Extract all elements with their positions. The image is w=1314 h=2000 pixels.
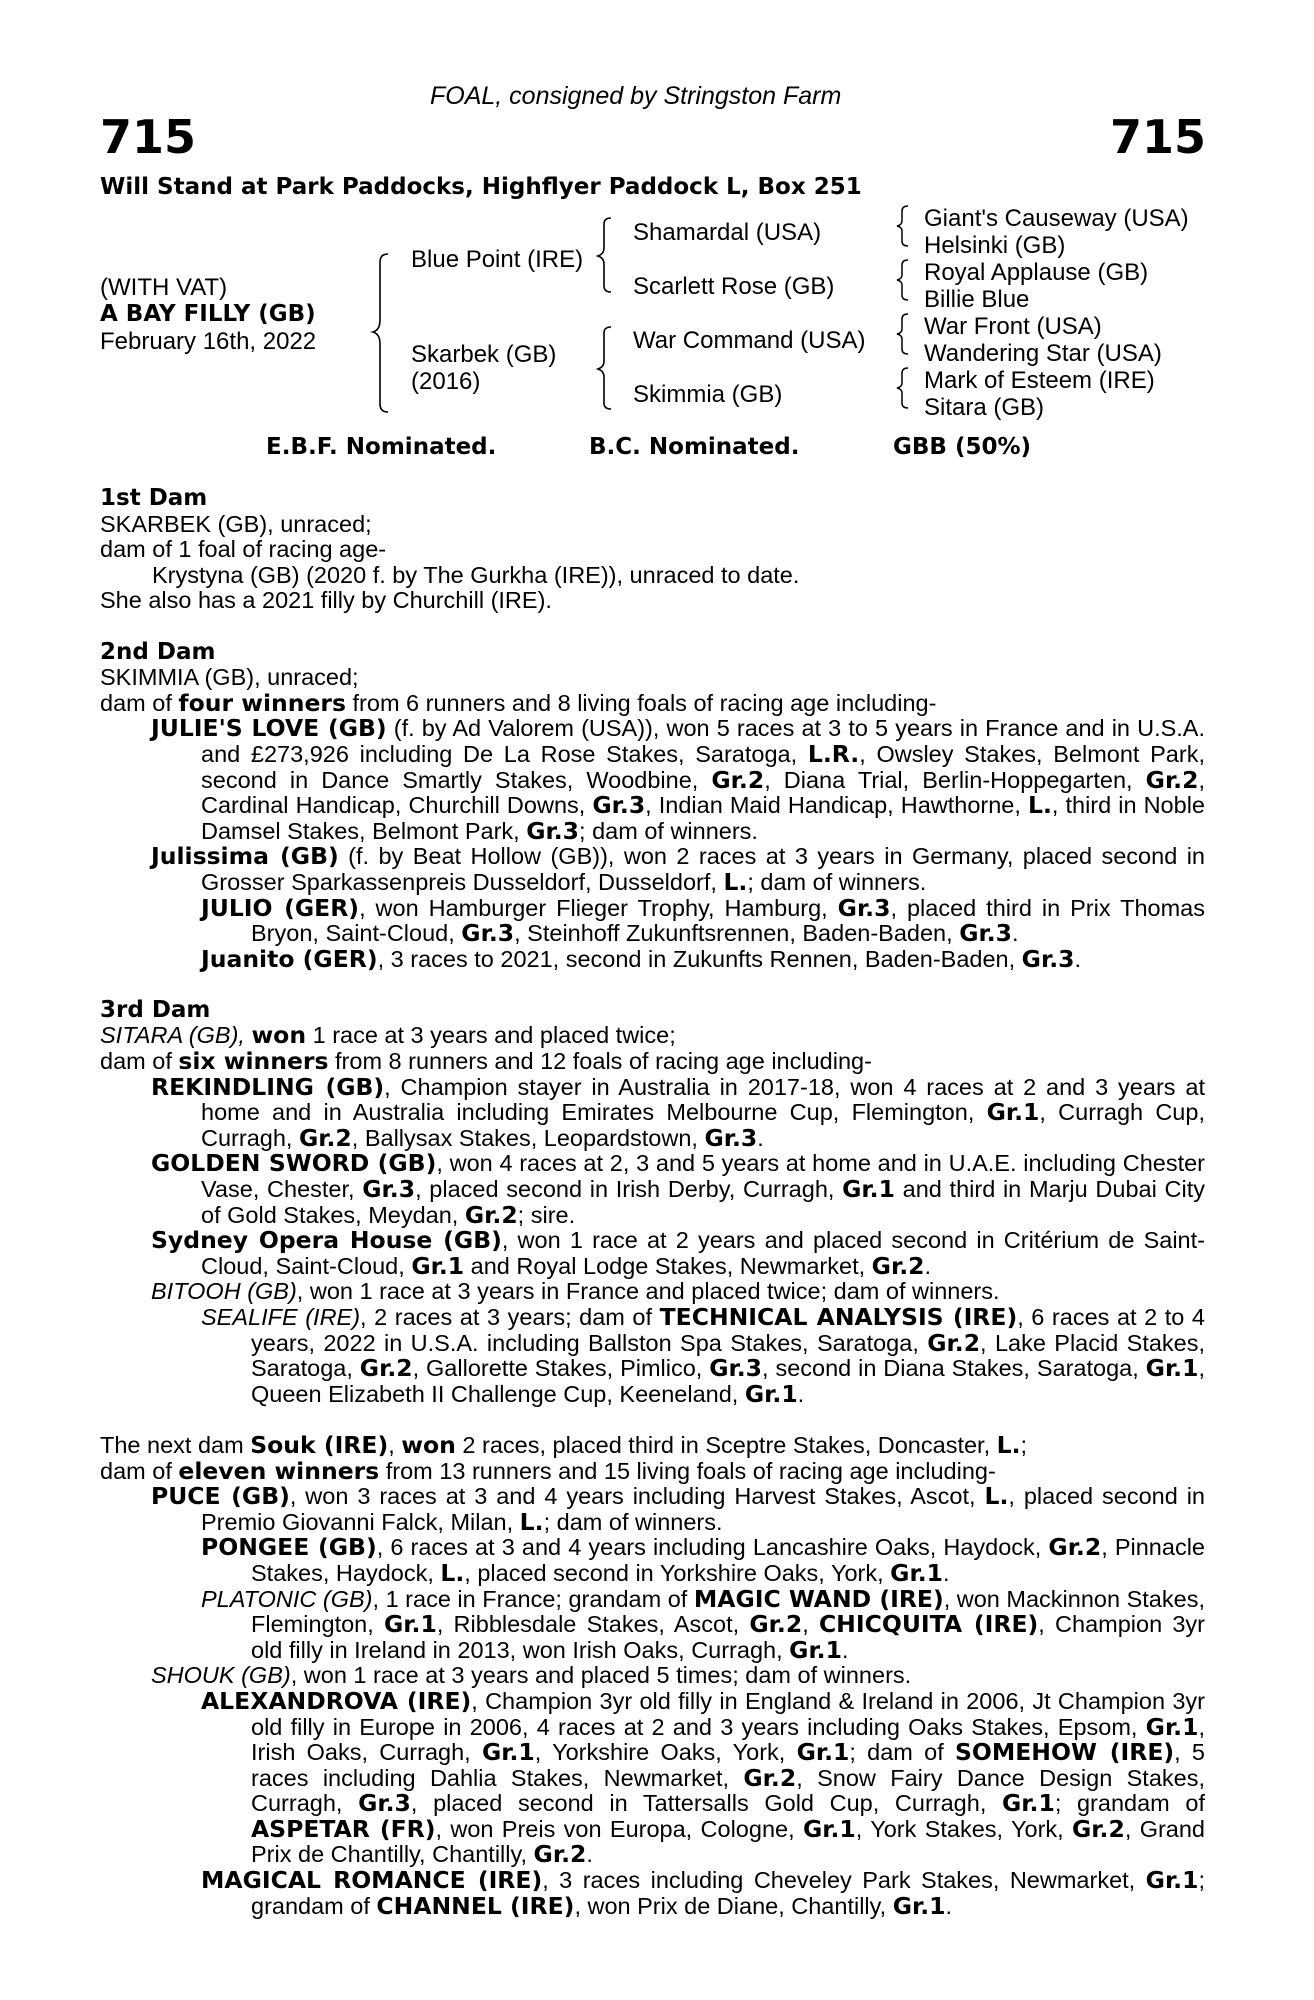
first-dam-produce-intro: dam of 1 foal of racing age- [100,536,387,563]
entry-julio: JULIO (GER), won Hamburger Flieger Trophy, Hamburg, Gr.3, placed third in Prix Thomas Bryon, Saint-Cloud, Gr.3, Steinhoff Zukunftsrennen, Baden-Baden, Gr.3. [201,893,1205,948]
dam-name: Skarbek (GB) [411,341,557,368]
first-dam-heading: 1st Dam [100,485,208,511]
gen3-7: Mark of Esteem (IRE) [924,367,1155,394]
first-dam-line: SKARBEK (GB), unraced; [100,510,372,537]
entry-julissima: Julissima (GB) (f. by Beat Hollow (GB)), won 2 races at 3 years in Germany, placed second in Grosser Sparkassenpreis Dusseldorf, Dusseldorf, L.; dam of winners. [151,842,1205,896]
second-dam-line: SKIMMIA (GB), unraced; [100,664,359,691]
gen3-3: Royal Applause (GB) [924,259,1149,286]
third-dam-produce-intro: dam of six winners from 8 runners and 12 foals of racing age including- [100,1047,872,1076]
entry-alexandrova: ALEXANDROVA (IRE), Champion 3yr old filly in England & Ireland in 2006, Jt Champion 3yr old filly in Europe in 2006, 4 races at 2 and 3 years including Oaks Stakes, Epsom, Gr.1, Irish Oaks, Curragh, Gr.1, Yorkshire Oaks, York, Gr.1; dam of SOMEHOW (IRE), 5 races including Dahlia Stakes, Newmarket, Gr.2, Snow Fairy Dance Design Stakes, Curragh, Gr.3, placed second in Tattersalls Gold Cup, Curragh, Gr.1; grandam of ASPETAR (FR), won Preis von Europa, Cologne, Gr.1, York Stakes, York, Gr.2, Grand Prix de Chantilly, Chantilly, Gr.2. [201,1686,1206,1869]
gen3-bracket-4 [896,368,912,408]
dam-sire-bracket [372,254,392,414]
sire-sire-name: Shamardal (USA) [633,219,822,246]
dam-line-bracket [597,327,617,411]
gen3-2: Helsinki (GB) [924,232,1066,259]
third-dam-heading: 3rd Dam [100,996,211,1023]
sire-line-bracket [597,218,617,294]
dam-year: (2016) [411,368,481,395]
ebf-nomination: E.B.F. Nominated. [266,434,497,460]
lot-number-left: 715 [100,110,197,164]
entry-magical-romance: MAGICAL ROMANCE (IRE), 3 races including Cheveley Park Stakes, Newmarket, Gr.1; grandam of CHANNEL (IRE), won Prix de Diane, Chantilly, Gr.1. [201,1866,1205,1920]
entry-pongee: PONGEE (GB), 6 races at 3 and 4 years including Lancashire Oaks, Haydock, Gr.2, Pinnacle Stakes, Haydock, L., placed second in Yorkshire Oaks, York, Gr.1. [201,1533,1205,1587]
next-dam-produce-intro: dam of eleven winners from 13 runners and 15 living foals of racing age including- [100,1456,996,1485]
consignor-line: FOAL, consigned by Stringston Farm [430,82,842,110]
entry-julies-love: JULIE'S LOVE (GB) (f. by Ad Valorem (USA)), won 5 races at 3 to 5 years in France and in U.S.A. and £273,926 including De La Rose Stakes, Saratoga, L.R., Owsley Stakes, Belmont Park, second in Dance Smartly Stakes, Woodbine, Gr.2, Diana Trial, Berlin-Hoppegarten, Gr.2, Cardinal Handicap, Churchill Downs, Gr.3, Indian Maid Handicap, Hawthorne, L., third in Noble Damsel Stakes, Belmont Park, Gr.3; dam of winners. [151,714,1206,845]
sire-dam-name: Scarlett Rose (GB) [633,273,835,300]
stabling-line: Will Stand at Park Paddocks, Highflyer Paddock L, Box 251 [100,174,862,200]
third-dam-line: SITARA (GB), won 1 race at 3 years and placed twice; [100,1021,676,1050]
next-dam-line: The next dam Souk (IRE), won 2 races, placed third in Sceptre Stakes, Doncaster, L.; [100,1430,1028,1459]
gen3-bracket-2 [896,260,912,300]
entry-bitooh: BITOOH (GB), won 1 race at 3 years in France and placed twice; dam of winners. [151,1278,1000,1305]
foaling-date: February 16th, 2022 [100,328,317,355]
entry-shouk: SHOUK (GB), won 1 race at 3 years and placed 5 times; dam of winners. [151,1662,912,1689]
gen3-1: Giant's Causeway (USA) [924,205,1189,232]
dam-sire-name: War Command (USA) [633,327,866,354]
sire-name: Blue Point (IRE) [411,246,584,273]
entry-sydney-opera-house: Sydney Opera House (GB), won 1 race at 2 years and placed second in Critérium de Saint-Cloud, Saint-Cloud, Gr.1 and Royal Lodge Stakes, Newmarket, Gr.2. [151,1226,1205,1280]
gbb-eligibility: GBB (50%) [893,434,1032,460]
first-dam-note: She also has a 2021 filly by Churchill (IRE). [100,587,552,614]
second-dam-heading: 2nd Dam [100,638,216,665]
entry-juanito: Juanito (GER), 3 races to 2021, second in Zukunfts Rennen, Baden-Baden, Gr.3. [201,944,1082,973]
vat-note: (WITH VAT) [100,274,228,301]
dam-dam-name: Skimmia (GB) [633,381,783,408]
gen3-8: Sitara (GB) [924,394,1045,421]
gen3-bracket-3 [896,314,912,354]
entry-sealife: SEALIFE (IRE), 2 races at 3 years; dam of TECHNICAL ANALYSIS (IRE), 6 races at 2 to 4 years, 2022 in U.S.A. including Ballston Spa Stakes, Saratoga, Gr.2, Lake Placid Stakes, Saratoga, Gr.2, Gallorette Stakes, Pimlico, Gr.3, second in Diana Stakes, Saratoga, Gr.1, Queen Elizabeth II Challenge Cup, Keeneland, Gr.1. [201,1303,1206,1408]
entry-platonic: PLATONIC (GB), 1 race in France; grandam of MAGIC WAND (IRE), won Mackinnon Stakes, Flemington, Gr.1, Ribblesdale Stakes, Ascot, Gr.2, CHICQUITA (IRE), Champion 3yr old filly in Ireland in 2013, won Irish Oaks, Curragh, Gr.1. [201,1584,1205,1664]
first-dam-produce-1: Krystyna (GB) (2020 f. by The Gurkha (IRE)), unraced to date. [152,561,800,588]
entry-golden-sword: GOLDEN SWORD (GB), won 4 races at 2, 3 and 5 years at home and in U.A.E. including Chester Vase, Chester, Gr.3, placed second in Irish Derby, Curragh, Gr.1 and third in Marju Dubai City of Gold Stakes, Meydan, Gr.2; sire. [151,1149,1206,1229]
gen3-5: War Front (USA) [924,313,1102,340]
lot-number-right: 715 [1109,110,1206,164]
second-dam-produce-intro: dam of four winners from 6 runners and 8 living foals of racing age including- [100,688,937,717]
horse-name: A BAY FILLY (GB) [100,301,316,327]
entry-puce: PUCE (GB), won 3 races at 3 and 4 years including Harvest Stakes, Ascot, L., placed second in Premio Giovanni Falck, Milan, L.; dam of winners. [151,1482,1205,1536]
gen3-bracket-1 [896,206,912,246]
entry-rekindling: REKINDLING (GB), Champion stayer in Australia in 2017-18, won 4 races at 2 and 3 years at home and in Australia including Emirates Melbourne Cup, Flemington, Gr.1, Curragh Cup, Curragh, Gr.2, Ballysax Stakes, Leopardstown, Gr.3. [151,1072,1205,1152]
catalogue-body [100,486,1205,1919]
gen3-6: Wandering Star (USA) [924,340,1162,367]
gen3-4: Billie Blue [924,286,1030,313]
bc-nomination: B.C. Nominated. [589,434,800,460]
